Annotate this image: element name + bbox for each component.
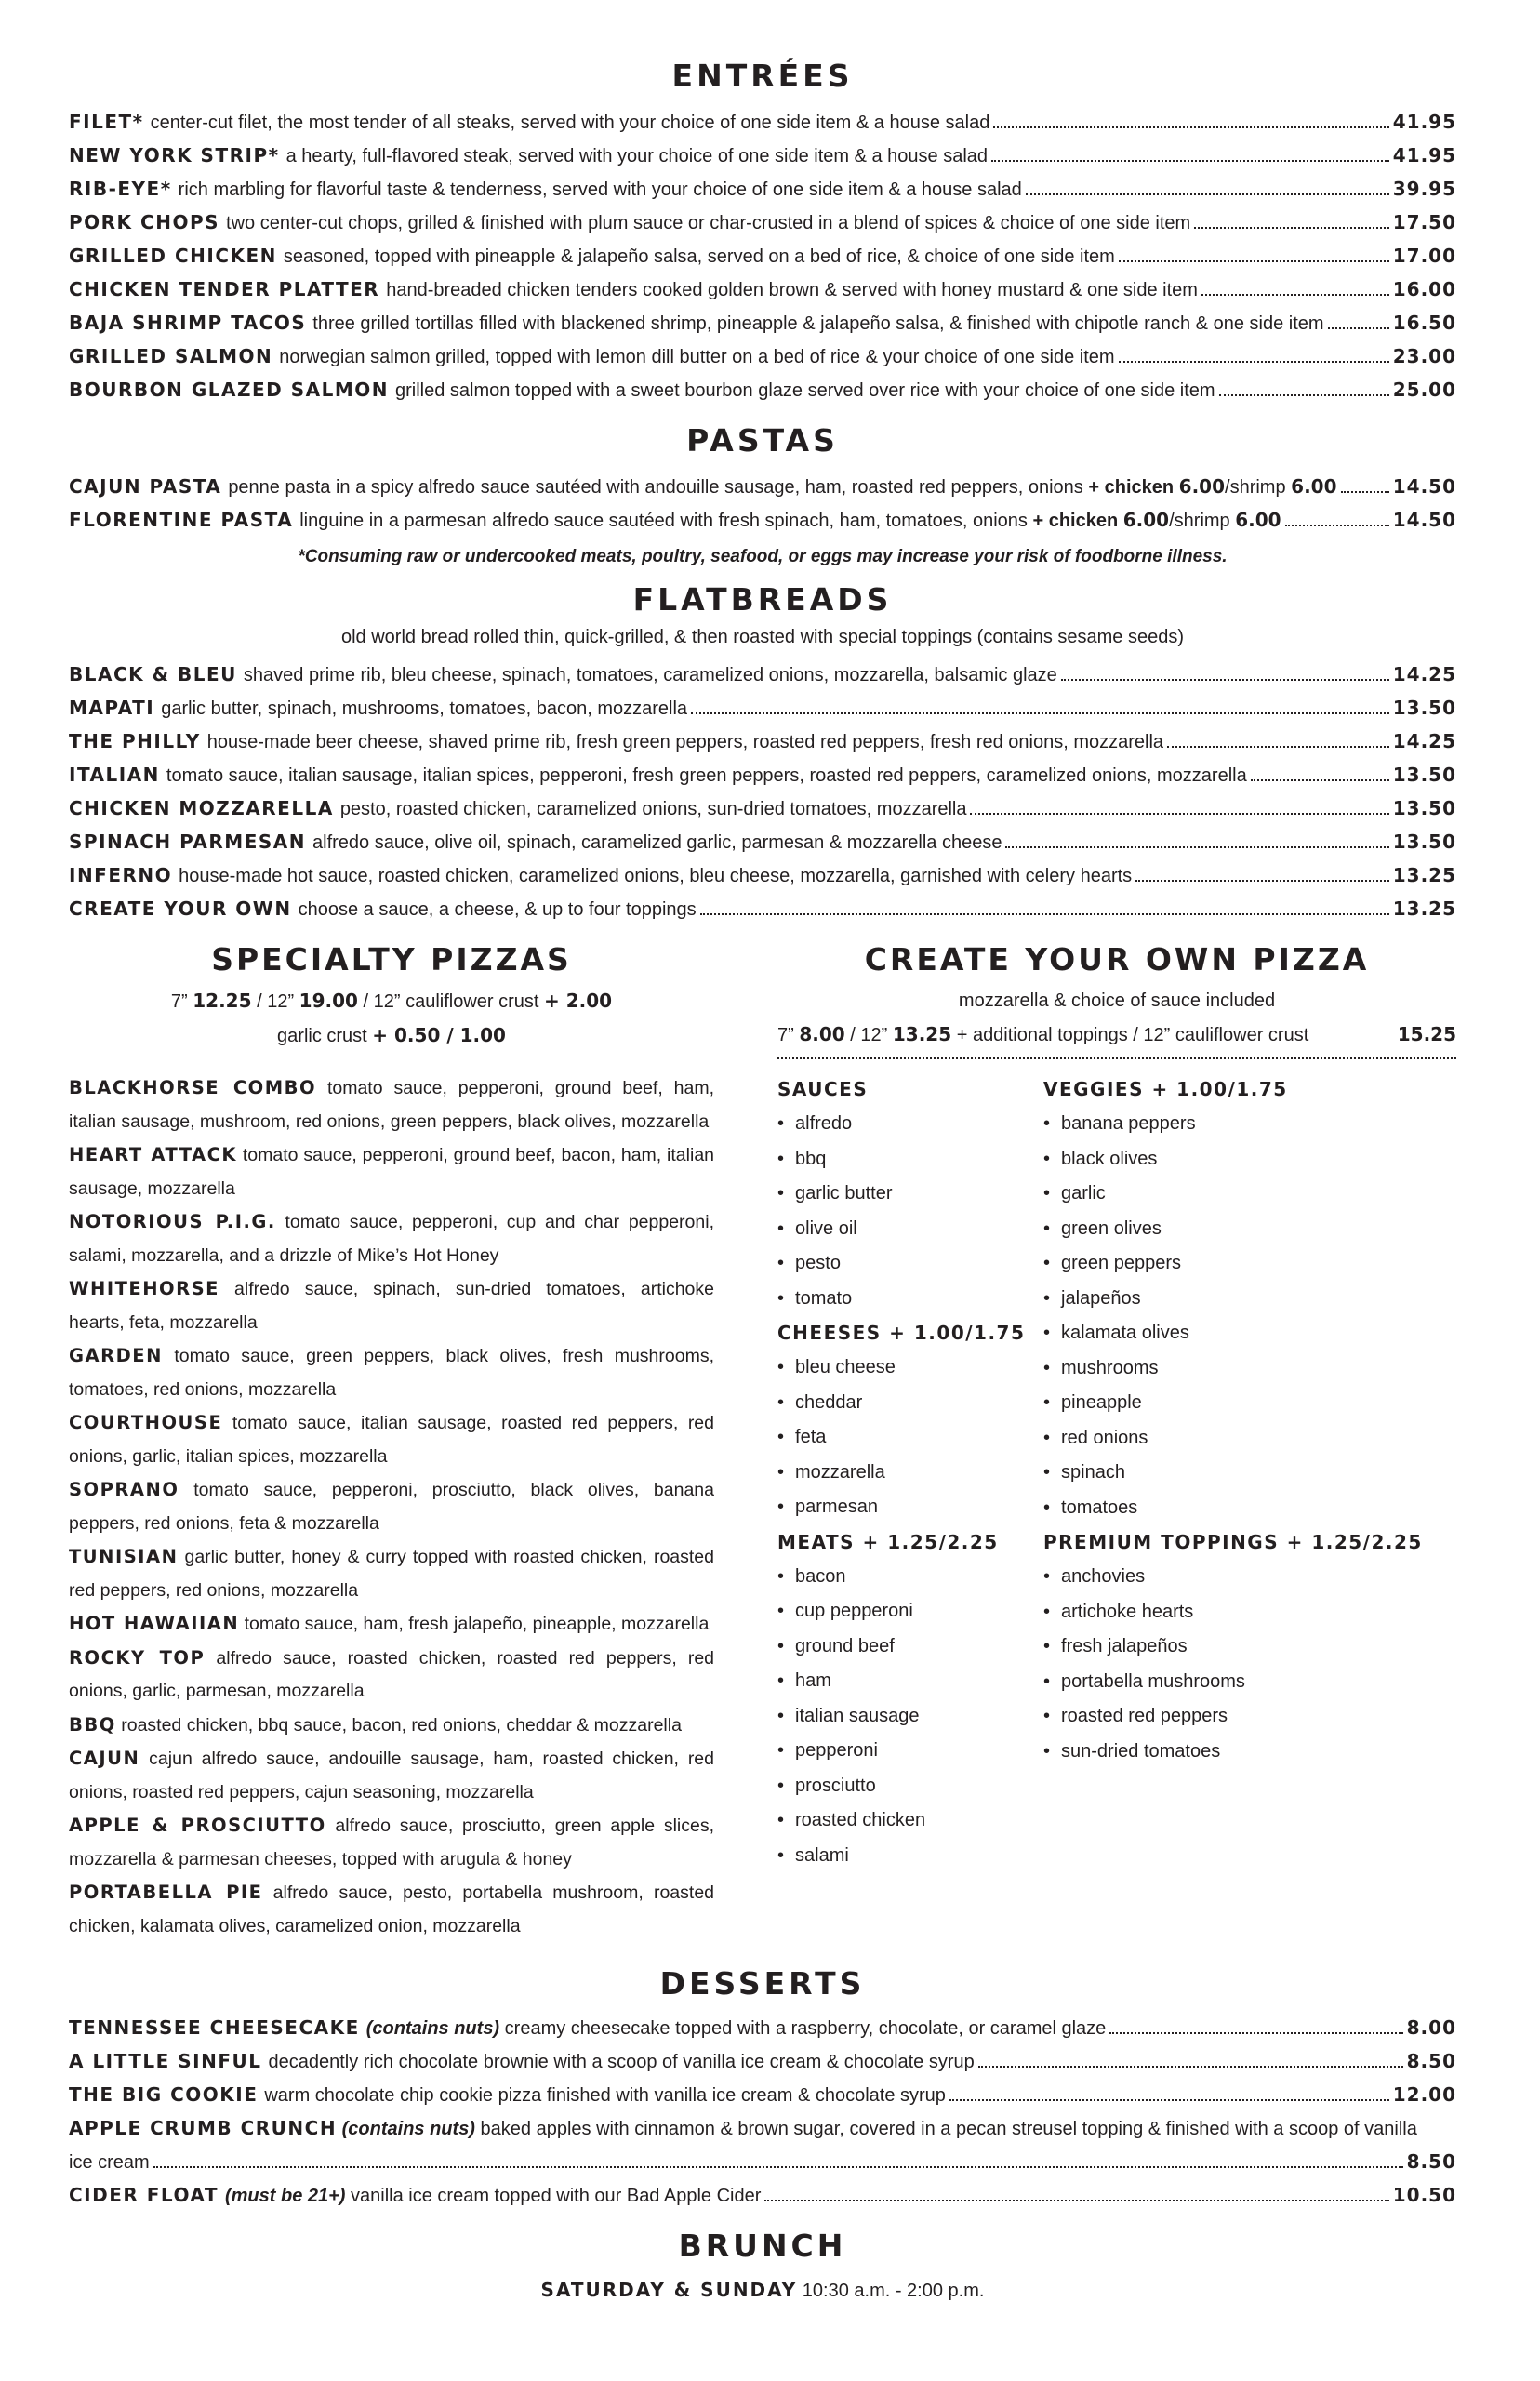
item-description: penne pasta in a spicy alfredo sauce sautéed with andouille sausage, ham, roasted red peppers, onions + chicken 6.00/shrimp 6.00	[228, 475, 1337, 498]
item-price: 13.50	[1392, 797, 1456, 819]
list-item: • portabella mushrooms	[1043, 1665, 1456, 1700]
list-item: • artichoke hearts	[1043, 1595, 1456, 1630]
toppings-col-right	[1043, 1072, 1456, 1873]
item-description: garlic butter, spinach, mushrooms, tomatoes, bacon, mozzarella	[161, 698, 688, 719]
item-name: THE BIG COOKIE	[69, 2083, 259, 2106]
list-item: • prosciutto	[777, 1769, 1043, 1804]
item-name: FLORENTINE PASTA	[69, 509, 294, 531]
menu-item	[69, 893, 1456, 926]
list-item: • parmesan	[777, 1490, 1043, 1525]
list-item: • green peppers	[1043, 1246, 1456, 1282]
item-name: CIDER FLOAT	[69, 2184, 219, 2206]
list-item: • bacon	[777, 1560, 1043, 1595]
menu-item	[69, 759, 1456, 792]
dot-leader	[700, 913, 1389, 915]
item-description: three grilled tortillas filled with blackened shrimp, pineapple & jalapeño salsa, & finished with chipotle ranch & one side item	[312, 313, 1324, 334]
brunch-title: BRUNCH	[678, 2228, 847, 2264]
item-price: 8.00	[1406, 2016, 1456, 2039]
item-description: choose a sauce, a cheese, & up to four toppings	[298, 899, 697, 920]
pizza-item: TUNISIAN garlic butter, honey & curry topped with roasted chicken, roasted red peppers, red onions, mozzarella	[69, 1546, 714, 1601]
toppings-col-left	[777, 1072, 1043, 1873]
dot-leader	[691, 712, 1389, 714]
flatbreads-list	[69, 658, 1456, 926]
item-name: GRILLED CHICKEN	[69, 245, 277, 267]
dotted-divider	[777, 1057, 1456, 1059]
desserts-list	[69, 2012, 1456, 2213]
list-item: • ham	[777, 1664, 1043, 1699]
item-description: alfredo sauce, olive oil, spinach, caramelized garlic, parmesan & mozzarella cheese	[312, 832, 1002, 853]
item-name: APPLE CRUMB CRUNCH	[69, 2117, 338, 2139]
specialty-pizzas	[69, 936, 714, 1943]
item-name: GRILLED SALMON	[69, 345, 273, 367]
menu-item	[69, 140, 1456, 173]
item-price: 17.00	[1392, 245, 1456, 267]
dot-leader	[1119, 260, 1389, 262]
list-item: • alfredo	[777, 1107, 1043, 1142]
menu-item	[69, 240, 1456, 273]
list-item: • roasted chicken	[777, 1803, 1043, 1839]
menu-item	[69, 273, 1456, 307]
menu-item	[69, 2012, 1456, 2045]
entrees-list	[69, 106, 1456, 407]
foodborne-notice: *Consuming raw or undercooked meats, poultry, seafood, or eggs may increase your risk of foodborne illness.	[298, 547, 1228, 566]
list-item: • salami	[777, 1839, 1043, 1874]
item-name: SPINACH PARMESAN	[69, 831, 306, 853]
dot-leader	[1201, 294, 1389, 296]
item-name: NEW YORK STRIP*	[69, 144, 280, 166]
menu-item	[69, 658, 1456, 692]
sauces-heading: SAUCES	[777, 1078, 869, 1100]
item-price: 13.50	[1392, 764, 1456, 786]
list-item: • tomato	[777, 1282, 1043, 1317]
menu-page	[69, 48, 1456, 2307]
specialty-list	[69, 1071, 714, 1943]
dot-leader	[949, 2099, 1389, 2101]
dot-leader	[1194, 227, 1389, 229]
list-item: • spinach	[1043, 1456, 1456, 1491]
item-price: 13.50	[1392, 831, 1456, 853]
list-item: • mushrooms	[1043, 1351, 1456, 1387]
dot-leader	[1285, 525, 1389, 526]
pizza-item: WHITEHORSE alfredo sauce, spinach, sun-dried tomatoes, artichoke hearts, feta, mozzarella	[69, 1278, 714, 1333]
item-price: 12.00	[1392, 2083, 1456, 2106]
veggies-heading: VEGGIES + 1.00/1.75	[1043, 1078, 1288, 1100]
pizza-item: HEART ATTACK tomato sauce, pepperoni, ground beef, bacon, ham, italian sausage, mozzarella	[69, 1144, 715, 1199]
item-name: THE PHILLY	[69, 730, 201, 752]
item-description: shaved prime rib, bleu cheese, spinach, tomatoes, caramelized onions, mozzarella, balsamic glaze	[243, 665, 1057, 685]
item-description: house-made hot sauce, roasted chicken, caramelized onions, bleu cheese, mozzarella, garnished with celery hearts	[179, 866, 1133, 886]
item-name: FILET*	[69, 111, 144, 133]
menu-item	[69, 206, 1456, 240]
flatbreads-title: FLATBREADS	[632, 581, 893, 618]
item-description: (contains nuts) creamy cheesecake topped with a raspberry, chocolate, or caramel glaze	[365, 2018, 1107, 2039]
item-description: house-made beer cheese, shaved prime rib, fresh green peppers, roasted red peppers, fresh red onions, mozzarella	[206, 732, 1164, 752]
item-name: MAPATI	[69, 697, 155, 719]
pizza-columns	[69, 936, 1456, 1943]
item-description: seasoned, topped with pineapple & jalapeño salsa, served on a bed of rice, & choice of one side item	[283, 246, 1115, 267]
item-price: 16.00	[1392, 278, 1456, 300]
dot-leader	[153, 2166, 1403, 2168]
list-item: • roasted red peppers	[1043, 1699, 1456, 1735]
list-item: • bleu cheese	[777, 1350, 1043, 1386]
list-item: • bbq	[777, 1142, 1043, 1177]
pizza-item: SOPRANO tomato sauce, pepperoni, prosciutto, black olives, banana peppers, red onions, feta & mozzarella	[69, 1479, 714, 1534]
item-name: ITALIAN	[69, 764, 160, 786]
dot-leader	[1341, 491, 1389, 493]
item-description: two center-cut chops, grilled & finished with plum sauce or char-crusted in a blend of spices & choice of one side item	[226, 213, 1191, 233]
garlic-crust: garlic crust + 0.50 / 1.00	[277, 1024, 506, 1046]
pizza-item: NOTORIOUS P.I.G. tomato sauce, pepperoni, cup and char pepperoni, salami, mozzarella, and a drizzle of Mike’s Hot Honey	[69, 1211, 714, 1266]
item-price: 13.25	[1392, 898, 1456, 920]
item-description: grilled salmon topped with a sweet bourbon glaze served over rice with your choice of one side item	[394, 380, 1215, 401]
item-price: 41.95	[1392, 111, 1456, 133]
menu-item	[69, 2079, 1456, 2112]
dot-leader	[1135, 880, 1389, 882]
pizza-item: HOT HAWAIIAN tomato sauce, ham, fresh jalapeño, pineapple, mozzarella	[69, 1613, 710, 1634]
menu-item	[69, 792, 1456, 826]
item-price: 13.50	[1392, 697, 1456, 719]
item-name: INFERNO	[69, 864, 173, 886]
item-name: TENNESSEE CHEESECAKE	[69, 2016, 360, 2039]
list-item: • anchovies	[1043, 1560, 1456, 1595]
list-item: • olive oil	[777, 1212, 1043, 1247]
menu-item	[69, 692, 1456, 725]
item-description: center-cut filet, the most tender of all steaks, served with your choice of one side item & a house salad	[150, 113, 990, 133]
dot-leader	[1119, 361, 1389, 363]
item-price: 14.50	[1392, 475, 1456, 498]
item-description: rich marbling for flavorful taste & tenderness, served with your choice of one side item & a house salad	[178, 180, 1022, 200]
cyo-sizes: 7” 8.00 / 12” 13.25 + additional toppings / 12” cauliflower crust 15.25	[777, 1023, 1456, 1045]
item-price: 8.50	[1406, 2150, 1456, 2173]
item-price: 16.50	[1392, 312, 1456, 334]
menu-item	[69, 826, 1456, 859]
item-description: hand-breaded chicken tenders cooked golden brown & served with honey mustard & one side item	[386, 280, 1198, 300]
cheeses-list	[777, 1350, 1043, 1525]
menu-item	[69, 504, 1456, 538]
dot-leader	[993, 126, 1388, 128]
pizza-item: GARDEN tomato sauce, green peppers, black olives, fresh mushrooms, tomatoes, red onions, mozzarella	[69, 1345, 714, 1400]
item-description: (must be 21+) vanilla ice cream topped with our Bad Apple Cider	[224, 2186, 762, 2206]
pizza-item: CAJUN cajun alfredo sauce, andouille sausage, ham, roasted chicken, red onions, roasted red peppers, cajun seasoning, mozzarella	[69, 1748, 714, 1802]
menu-item	[69, 471, 1456, 504]
item-price: 41.95	[1392, 144, 1456, 166]
item-description: warm chocolate chip cookie pizza finished with vanilla ice cream & chocolate syrup	[264, 2085, 946, 2106]
dot-leader	[1251, 779, 1389, 781]
premium-list	[1043, 1560, 1456, 1769]
list-item: • black olives	[1043, 1142, 1456, 1177]
pastas-title: PASTAS	[686, 422, 839, 459]
item-price: 10.50	[1392, 2184, 1456, 2206]
premium-heading: PREMIUM TOPPINGS + 1.25/2.25	[1043, 1531, 1423, 1553]
desserts-title: DESSERTS	[659, 1965, 866, 2002]
item-name: CREATE YOUR OWN	[69, 898, 292, 920]
list-item: • mozzarella	[777, 1456, 1043, 1491]
item-price: 25.00	[1392, 379, 1456, 401]
dot-leader	[1328, 327, 1389, 329]
item-name: RIB-EYE*	[69, 178, 172, 200]
list-item: • sun-dried tomatoes	[1043, 1735, 1456, 1770]
dot-leader	[1219, 394, 1389, 396]
menu-item	[69, 307, 1456, 340]
item-name: BOURBON GLAZED SALMON	[69, 379, 389, 401]
menu-item	[69, 859, 1456, 893]
menu-item: APPLE CRUMB CRUNCH (contains nuts) baked apples with cinnamon & brown sugar, covered in a pecan streusel topping & finished with a scoop of vanilla	[69, 2117, 1417, 2139]
item-description: a hearty, full-flavored steak, served with your choice of one side item & a house salad	[285, 146, 989, 166]
item-name: BLACK & BLEU	[69, 663, 237, 685]
menu-item	[69, 173, 1456, 206]
item-description: decadently rich chocolate brownie with a scoop of vanilla ice cream & chocolate syrup	[268, 2052, 975, 2072]
item-name: CAJUN PASTA	[69, 475, 222, 498]
list-item: • italian sausage	[777, 1699, 1043, 1735]
list-item: • ground beef	[777, 1629, 1043, 1665]
pastas-list	[69, 471, 1456, 538]
pizza-item: COURTHOUSE tomato sauce, italian sausage, roasted red peppers, red onions, garlic, italian spices, mozzarella	[69, 1412, 714, 1467]
menu-item	[69, 725, 1456, 759]
item-price: 14.50	[1392, 509, 1456, 531]
create-your-own-pizza	[777, 936, 1456, 1943]
item-name: A LITTLE SINFUL	[69, 2050, 262, 2072]
dot-leader	[991, 160, 1389, 162]
item-description: tomato sauce, italian sausage, italian spices, pepperoni, fresh green peppers, roasted red peppers, caramelized onions, mozzarella	[166, 765, 1247, 786]
pizza-item: ROCKY TOP alfredo sauce, roasted chicken, roasted red peppers, red onions, garlic, parmesan, mozzarella	[69, 1646, 715, 1701]
item-price: 8.50	[1406, 2050, 1456, 2072]
item-name: CHICKEN TENDER PLATTER	[69, 278, 380, 300]
sauces-list	[777, 1107, 1043, 1316]
item-price: 23.00	[1392, 345, 1456, 367]
list-item: • garlic butter	[777, 1177, 1043, 1212]
item-price: 13.25	[1392, 864, 1456, 886]
list-item: • pineapple	[1043, 1386, 1456, 1421]
menu-item	[69, 340, 1456, 374]
dot-leader	[1061, 679, 1389, 681]
list-item: • banana peppers	[1043, 1107, 1456, 1142]
item-description: pesto, roasted chicken, caramelized onions, sun-dried tomatoes, mozzarella	[339, 799, 967, 819]
pizza-item: BLACKHORSE COMBO tomato sauce, pepperoni, ground beef, ham, italian sausage, mushroom, red onions, green peppers, black olives, mozzarella	[69, 1077, 714, 1132]
brunch-hours: SATURDAY & SUNDAY 10:30 a.m. - 2:00 p.m.	[540, 2279, 985, 2301]
list-item: • tomatoes	[1043, 1491, 1456, 1526]
flatbreads-subtitle: old world bread rolled thin, quick-grilled, & then roasted with special toppings (contains sesame seeds)	[340, 627, 1185, 647]
dot-leader	[978, 2066, 1403, 2068]
item-price: 14.25	[1392, 730, 1456, 752]
dot-leader	[1109, 2032, 1402, 2034]
cyo-subtitle: mozzarella & choice of sauce included	[958, 991, 1276, 1011]
menu-item	[69, 374, 1456, 407]
specialty-title: SPECIALTY PIZZAS	[211, 941, 572, 978]
pizza-item: PORTABELLA PIE alfredo sauce, pesto, portabella mushroom, roasted chicken, kalamata olives, caramelized onion, mozzarella	[69, 1882, 715, 1936]
dot-leader	[1167, 746, 1389, 748]
cyo-title: CREATE YOUR OWN PIZZA	[864, 941, 1370, 978]
meats-list	[777, 1560, 1043, 1874]
item-description: ice cream	[69, 2152, 150, 2173]
item-description: linguine in a parmesan alfredo sauce sautéed with fresh spinach, ham, tomatoes, onions + chicken 6.00/shrimp 6.00	[299, 509, 1281, 531]
dot-leader	[764, 2200, 1388, 2201]
menu-item	[69, 2045, 1456, 2079]
dot-leader	[1026, 193, 1389, 195]
item-price: 17.50	[1392, 211, 1456, 233]
menu-item	[69, 2179, 1456, 2213]
dot-leader	[970, 813, 1388, 815]
item-name: BAJA SHRIMP TACOS	[69, 312, 307, 334]
list-item: • fresh jalapeños	[1043, 1629, 1456, 1665]
pizza-item: APPLE & PROSCIUTTO alfredo sauce, prosciutto, green apple slices, mozzarella & parmesan cheeses, topped with arugula & honey	[69, 1815, 714, 1869]
menu-item-continued	[69, 2146, 1456, 2179]
list-item: • pesto	[777, 1246, 1043, 1282]
list-item: • feta	[777, 1420, 1043, 1456]
item-name: CHICKEN MOZZARELLA	[69, 797, 334, 819]
item-description: norwegian salmon grilled, topped with lemon dill butter on a bed of rice & your choice of one side item	[279, 347, 1115, 367]
item-price: 14.25	[1392, 663, 1456, 685]
item-name: PORK CHOPS	[69, 211, 220, 233]
list-item: • green olives	[1043, 1212, 1456, 1247]
menu-item	[69, 106, 1456, 140]
toppings-grid	[777, 1072, 1456, 1873]
dot-leader	[1005, 846, 1388, 848]
pizza-item: BBQ roasted chicken, bbq sauce, bacon, red onions, cheddar & mozzarella	[69, 1713, 682, 1736]
list-item: • garlic	[1043, 1177, 1456, 1212]
list-item: • jalapeños	[1043, 1282, 1456, 1317]
item-price: 39.95	[1392, 178, 1456, 200]
item-description: baked apples with cinnamon & brown sugar, covered in a pecan streusel topping & finished with a scoop of vanilla	[480, 2119, 1417, 2139]
list-item: • red onions	[1043, 1421, 1456, 1457]
cheeses-heading: CHEESES + 1.00/1.75	[777, 1322, 1026, 1344]
list-item: • pepperoni	[777, 1734, 1043, 1769]
meats-heading: MEATS + 1.25/2.25	[777, 1530, 999, 1553]
specialty-sizes: 7” 12.25 / 12” 19.00 / 12” cauliflower crust + 2.00	[170, 990, 613, 1012]
list-item: • kalamata olives	[1043, 1316, 1456, 1351]
list-item: • cheddar	[777, 1386, 1043, 1421]
entrees-title: ENTRÉES	[671, 58, 854, 94]
list-item: • cup pepperoni	[777, 1594, 1043, 1629]
veggies-list	[1043, 1107, 1456, 1525]
